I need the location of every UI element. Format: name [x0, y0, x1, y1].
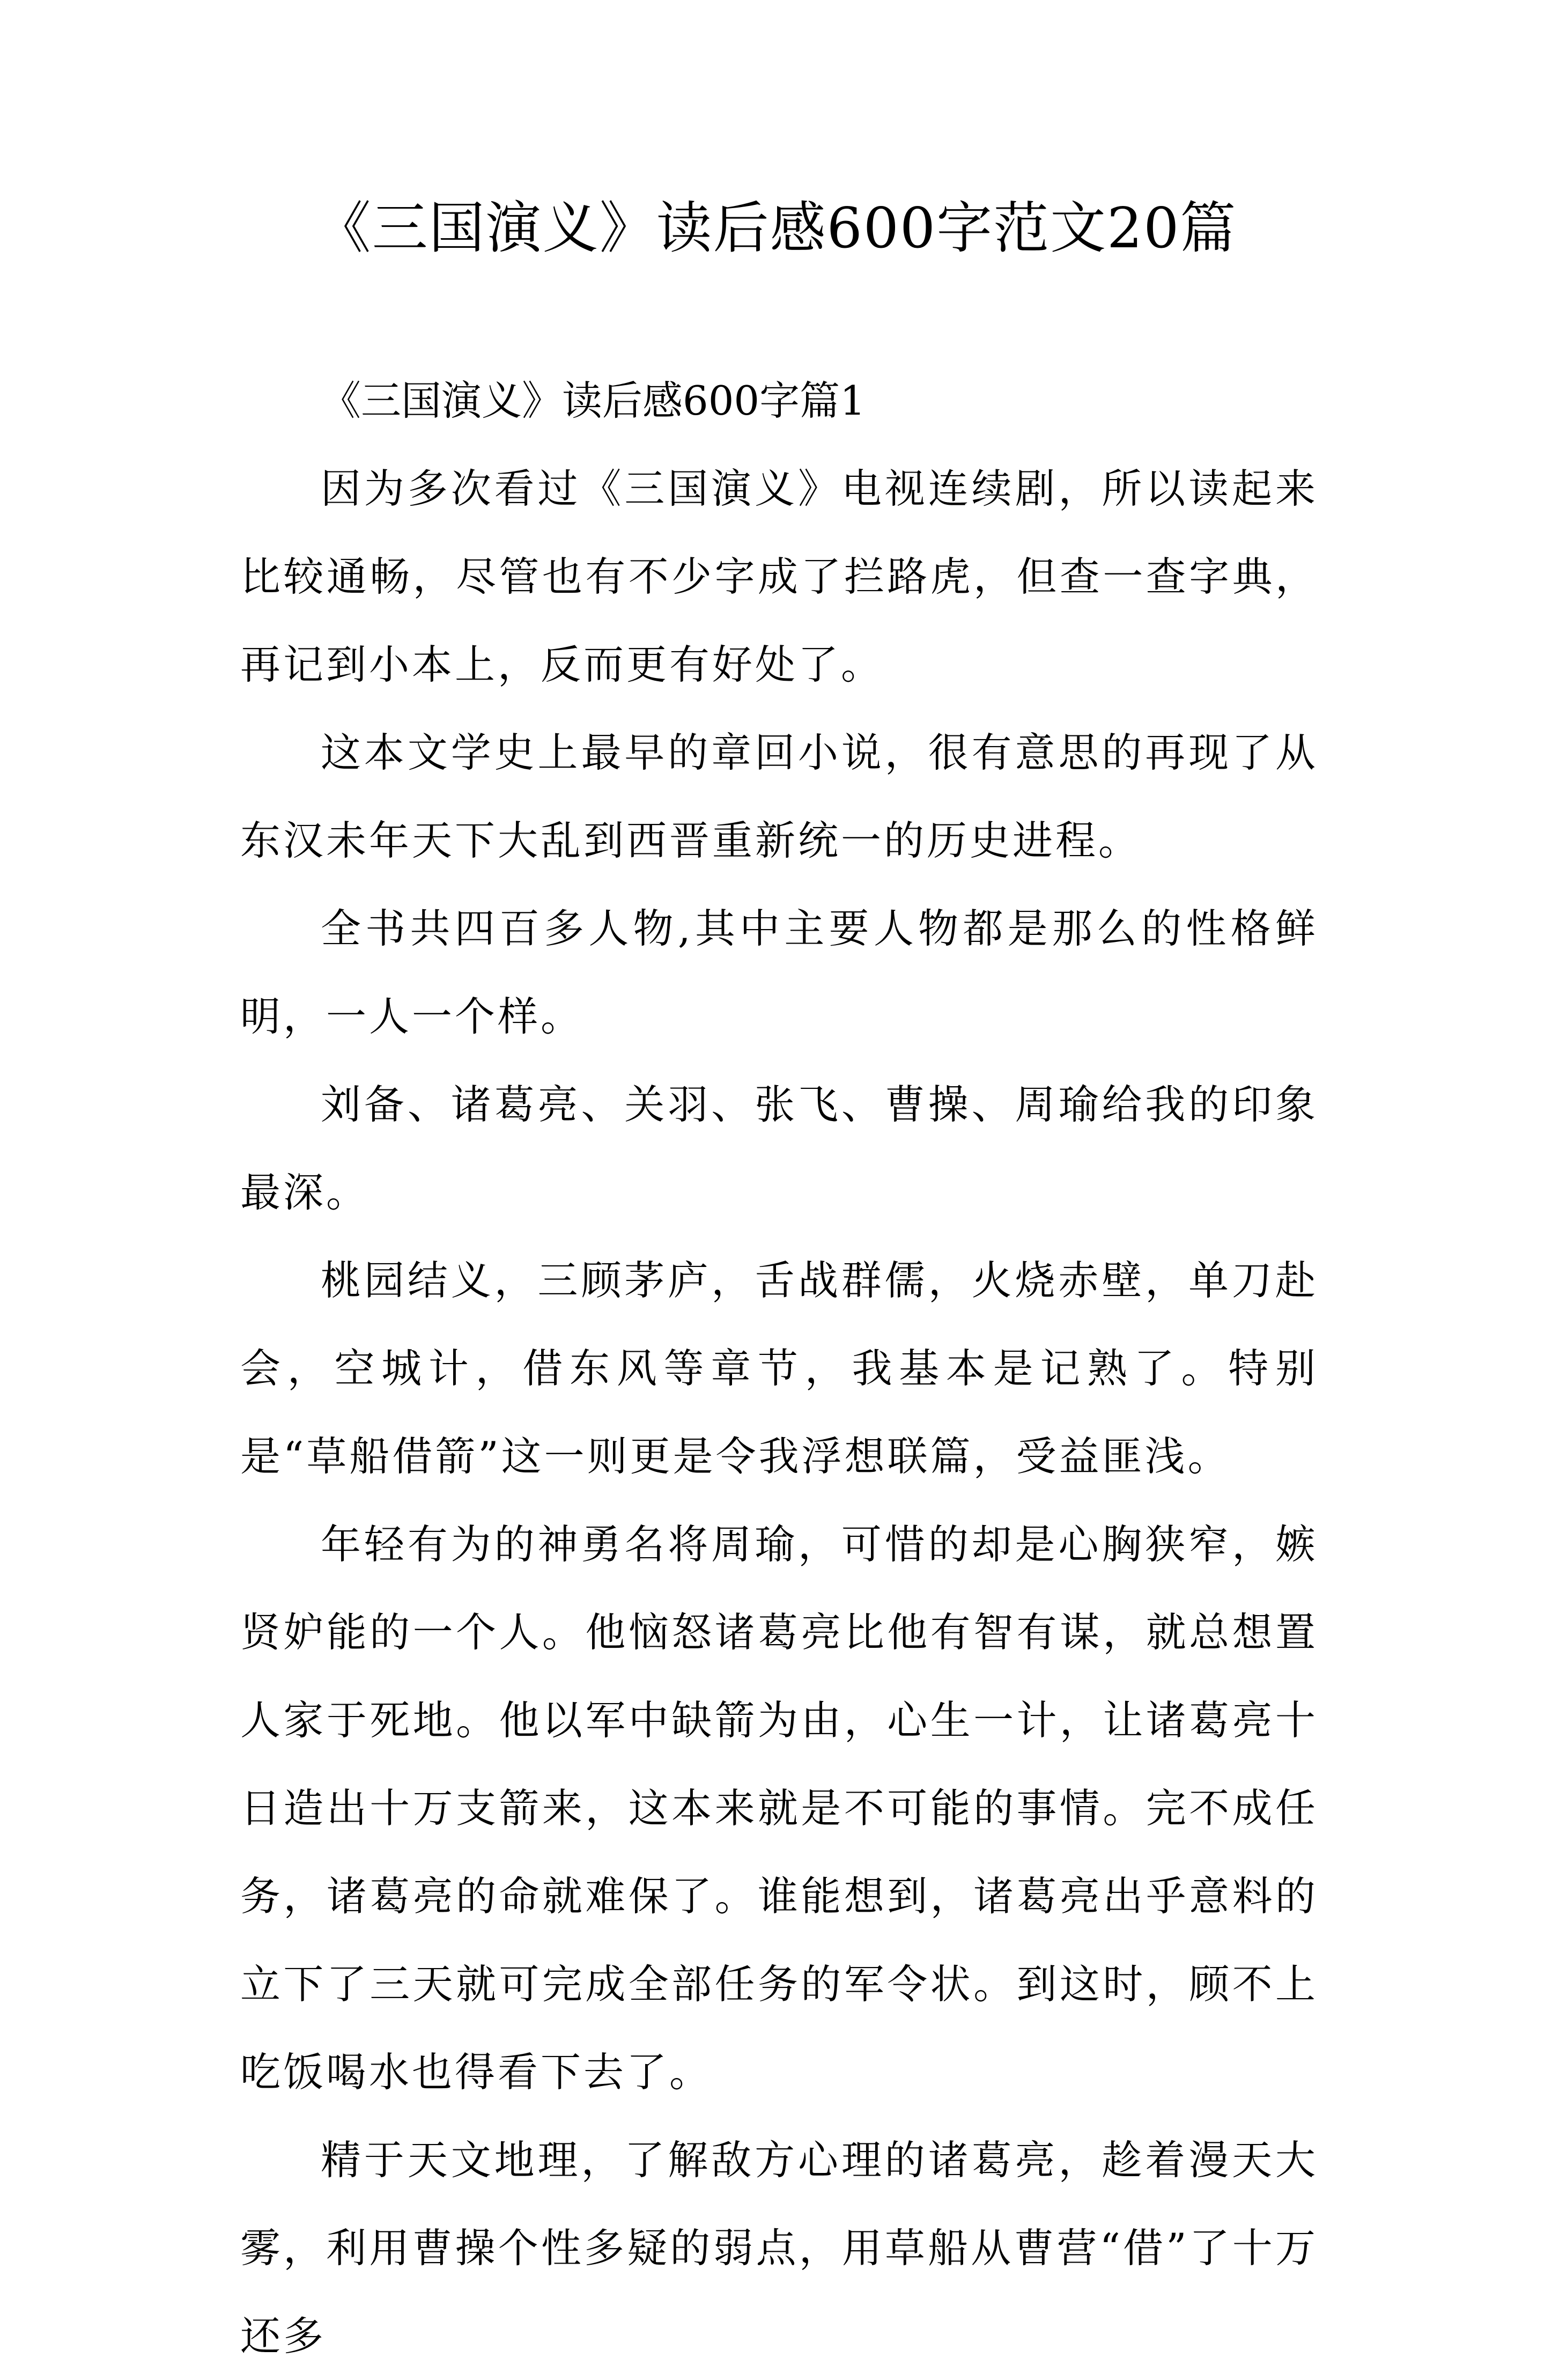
paragraph: 全书共四百多人物,其中主要人物都是那么的性格鲜明，一人一个样。	[240, 905, 1318, 1040]
document-body	[240, 357, 1318, 2380]
paragraph: 精于天文地理，了解敌方心理的诸葛亮，趁着漫天大雾，利用曹操个性多疑的弱点，用草船从曹营“借”了十万还多	[240, 2136, 1318, 2360]
section-heading: 《三国演义》读后感600字篇1	[321, 377, 866, 424]
paragraph: 桃园结义，三顾茅庐，舌战群儒，火烧赤壁，单刀赴会，空城计，借东风等章节，我基本是记熟了。特别是“草船借箭”这一则更是令我浮想联篇，受益匪浅。	[240, 1257, 1318, 1480]
document-title: 《三国演义》读后感600字范文20篇	[315, 195, 1237, 261]
paragraph: 年轻有为的神勇名将周瑜，可惜的却是心胸狭窄，嫉贤妒能的一个人。他恼怒诸葛亮比他有智有谋，就总想置人家于死地。他以军中缺箭为由，心生一计，让诸葛亮十日造出十万支箭来，这本来就是不可能的事情。完不成任务，诸葛亮的命就难保了。谁能想到，诸葛亮出乎意料的立下了三天就可完成全部任务的军令状。到这时，顾不上吃饭喝水也得看下去了。	[240, 1521, 1318, 2096]
paragraph: 刘备、诸葛亮、关羽、张飞、曹操、周瑜给我的印象最深。	[240, 1081, 1318, 1216]
paragraph: 因为多次看过《三国演义》电视连续剧，所以读起来比较通畅，尽管也有不少字成了拦路虎，但查一查字典，再记到小本上，反而更有好处了。	[240, 465, 1318, 688]
paragraph: 这本文学史上最早的章回小说，很有意思的再现了从东汉未年天下大乱到西晋重新统一的历史进程。	[240, 729, 1318, 864]
